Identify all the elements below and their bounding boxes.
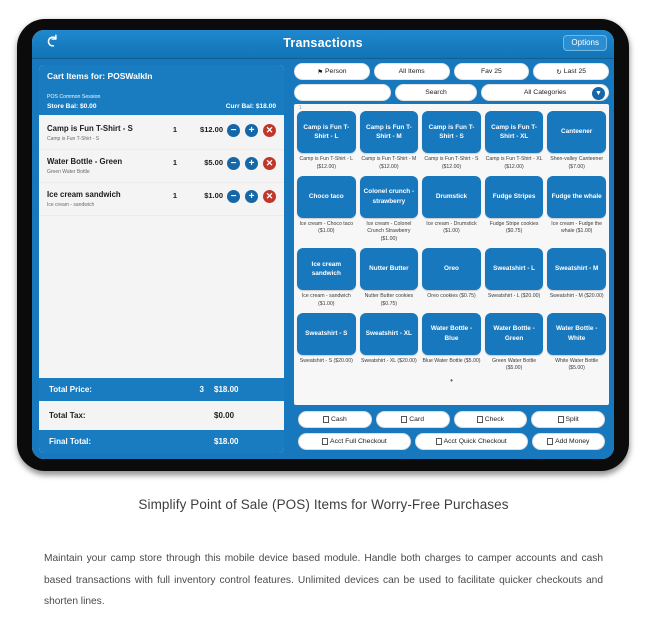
payment-button-split[interactable] — [531, 411, 605, 428]
item-caption: Ice cream - Fudge the whale ($1.00) — [551, 220, 603, 235]
item-caption: Camp is Fun T-Shirt - XL ($12.00) — [485, 156, 543, 170]
item-tile[interactable]: Nutter Butter — [360, 248, 419, 290]
close-icon[interactable]: ✕ — [263, 190, 276, 203]
payment-button-acct-full-checkout[interactable] — [298, 433, 411, 450]
final-total-row — [39, 430, 284, 453]
total-tax-value: $0.00 — [214, 411, 235, 420]
item-caption: Blue Water Bottle ($5.00) — [422, 357, 481, 364]
item-tile[interactable]: Water Bottle - Green — [485, 313, 544, 355]
payment-button-add-money[interactable] — [532, 433, 605, 450]
check-icon — [477, 416, 483, 423]
options-button[interactable]: Options — [563, 35, 607, 51]
refresh-icon: ↻ — [556, 68, 562, 76]
minus-icon[interactable]: − — [227, 157, 240, 170]
payment-button-cash[interactable] — [298, 411, 372, 428]
item-cell — [485, 248, 544, 312]
items-grid-row — [297, 248, 606, 312]
filter-button-label: Last 25 — [563, 68, 586, 75]
item-caption: Ice cream - Drumstick ($1.00) — [426, 220, 477, 235]
item-tile[interactable]: Oreo — [422, 248, 481, 290]
item-tile[interactable]: Sweatshirt - M — [547, 248, 606, 290]
cart-item-price: $12.00 — [200, 125, 223, 134]
cart-item-texts — [47, 190, 155, 208]
cart-item-description: Green Water Bottle — [47, 169, 90, 175]
cart-item-list — [39, 115, 284, 216]
store-balance — [47, 103, 97, 110]
item-caption: Green Water Bottle ($5.00) — [491, 357, 537, 372]
item-tile[interactable]: Ice cream sandwich — [297, 248, 356, 290]
cart-item-row[interactable] — [39, 150, 284, 183]
current-balance-value: $18.00 — [255, 103, 276, 110]
item-caption: White Water Bottle ($5.00) — [555, 357, 599, 372]
item-tile[interactable]: Camp is Fun T-Shirt - XL — [485, 111, 544, 153]
item-cell — [547, 111, 606, 175]
item-caption: Ice cream - Choco taco ($1.00) — [299, 220, 354, 235]
final-total-value: $18.00 — [214, 437, 239, 446]
item-tile[interactable]: Sweatshirt - L — [485, 248, 544, 290]
category-select-label: All Categories — [523, 89, 567, 96]
item-caption: Camp is Fun T-Shirt - S ($12.00) — [424, 156, 479, 170]
item-tile[interactable]: Choco taco — [297, 176, 356, 218]
search-row — [294, 84, 609, 101]
payment-button-label: Card — [409, 416, 424, 423]
item-tile[interactable]: Water Bottle - White — [547, 313, 606, 355]
cart-item-description: Ice cream - sandwich — [47, 202, 95, 208]
item-cell — [547, 176, 606, 247]
item-caption: Ice cream - Colonel Crunch Strawberry ($1.00) — [366, 220, 412, 243]
item-cell — [422, 111, 481, 175]
filter-button-last-25[interactable] — [533, 63, 609, 80]
cart-item-qty: 1 — [172, 158, 177, 167]
cart-balances — [47, 103, 276, 110]
payment-button-card[interactable] — [376, 411, 450, 428]
account-icon — [436, 438, 442, 445]
items-grid-row — [297, 313, 606, 377]
item-cell — [297, 313, 356, 377]
payment-row-primary — [298, 411, 605, 428]
money-icon — [547, 438, 553, 445]
credit-card-icon — [401, 416, 407, 423]
item-cell — [485, 176, 544, 247]
item-cell — [297, 176, 356, 247]
plus-icon[interactable]: + — [245, 124, 258, 137]
search-input[interactable] — [294, 84, 391, 101]
item-caption: Nutter Butter cookies ($0.75) — [364, 292, 414, 307]
item-tile[interactable]: Fudge the whale — [547, 176, 606, 218]
item-caption: Sweatshirt - M ($20.00) — [549, 292, 604, 299]
filter-button-label: Person — [325, 68, 347, 75]
total-tax-label: Total Tax: — [49, 411, 86, 420]
cart-item-actions — [227, 190, 276, 203]
filter-button-all-items[interactable] — [374, 63, 450, 80]
cart-item-row[interactable] — [39, 183, 284, 216]
payment-button-label: Acct Full Checkout — [330, 438, 387, 445]
item-cell — [360, 176, 419, 247]
cart-card — [39, 65, 284, 453]
item-caption: Sweatshirt - XL ($20.00) — [361, 357, 417, 364]
split-icon — [558, 416, 564, 423]
filter-button-fav-25[interactable] — [454, 63, 530, 80]
chevron-down-icon[interactable]: ▼ — [592, 87, 605, 100]
item-caption: Sweatshirt - S ($20.00) — [299, 357, 353, 364]
search-button[interactable]: Search — [395, 84, 477, 101]
item-cell — [360, 111, 419, 175]
total-price-label: Total Price: — [49, 385, 92, 394]
items-grid-row — [297, 111, 606, 175]
cart-item-qty: 1 — [172, 191, 177, 200]
item-tile[interactable]: Colonel crunch - strawberry — [360, 176, 419, 218]
minus-icon[interactable]: − — [227, 124, 240, 137]
item-caption: Fudge Stripe cookies ($0.75) — [489, 220, 539, 235]
cart-item-qty: 1 — [172, 125, 177, 134]
item-tile[interactable]: Drumstick — [422, 176, 481, 218]
cart-item-description: Camp is Fun T-Shirt - S — [47, 136, 100, 142]
store-balance-label: Store Bal: — [47, 103, 79, 110]
cart-item-price: $1.00 — [204, 191, 223, 200]
current-balance — [226, 103, 276, 110]
items-grid-panel — [294, 104, 609, 405]
cart-item-texts — [47, 157, 155, 175]
total-price-value: $18.00 — [214, 385, 239, 394]
app-header — [32, 30, 614, 59]
item-tile[interactable]: Water Bottle - Blue — [422, 313, 481, 355]
items-grid — [297, 111, 606, 376]
total-price-row — [39, 378, 284, 401]
filter-button-row — [294, 63, 609, 80]
close-icon[interactable]: ✕ — [263, 124, 276, 137]
minus-icon[interactable]: − — [227, 190, 240, 203]
cart-header — [39, 65, 284, 115]
cart-pane — [32, 59, 290, 459]
payment-button-label: Split — [565, 416, 579, 423]
payment-button-label: Cash — [330, 416, 347, 423]
item-caption: Camp is Fun T-Shirt - L ($12.00) — [299, 156, 354, 170]
page-title: Transactions — [283, 36, 363, 50]
payment-button-check[interactable] — [454, 411, 528, 428]
cart-item-texts — [47, 124, 155, 142]
item-cell — [485, 111, 544, 175]
item-cell — [297, 248, 356, 312]
item-tile[interactable]: Camp is Fun T-Shirt - S — [422, 111, 481, 153]
cart-item-row[interactable] — [39, 117, 284, 150]
filter-button-person[interactable] — [294, 63, 370, 80]
close-icon[interactable]: ✕ — [263, 157, 276, 170]
figure-paragraph: Maintain your camp store through this mobile device based module. Handle both charges to camper accounts and cash based transactions with full inventory control features. Unlimited devices can be used to facilitate quicker checkouts and shorten lines. — [44, 553, 603, 608]
final-total-label: Final Total: — [49, 437, 92, 446]
item-caption: Shen-valley Canteener ($7.00) — [550, 156, 604, 170]
payment-button-label: Add Money — [555, 438, 590, 445]
item-cell — [360, 313, 419, 377]
item-tile[interactable]: Sweatshirt - S — [297, 313, 356, 355]
items-grid-row — [297, 176, 606, 247]
filter-button-label: All Items — [398, 68, 425, 75]
total-price-qty: 3 — [199, 385, 204, 394]
item-tile[interactable]: Camp is Fun T-Shirt - L — [297, 111, 356, 153]
app-body — [32, 59, 614, 459]
page-dot-indicator[interactable]: • — [450, 376, 453, 386]
item-tile[interactable]: Fudge Stripes — [485, 176, 544, 218]
item-cell — [297, 111, 356, 175]
category-select[interactable] — [481, 84, 609, 101]
cart-item-name: Water Bottle - Green — [47, 157, 123, 166]
item-cell — [422, 248, 481, 312]
plus-icon[interactable]: + — [245, 157, 258, 170]
plus-icon[interactable]: + — [245, 190, 258, 203]
payment-button-label: Check — [484, 416, 504, 423]
item-cell — [422, 176, 481, 247]
payment-button-area — [294, 407, 609, 455]
cart-item-price: $5.00 — [204, 158, 223, 167]
cart-item-actions — [227, 157, 276, 170]
money-icon — [323, 416, 329, 423]
payment-button-acct-quick-checkout[interactable] — [415, 433, 528, 450]
tablet-screen — [32, 30, 614, 459]
scroll-tick: 1 — [299, 105, 302, 111]
cart-title: Cart Items for: POSWalkIn — [47, 71, 153, 81]
cart-item-name: Ice cream sandwich — [47, 190, 121, 199]
item-cell — [547, 313, 606, 377]
filter-button-label: Fav 25 — [480, 68, 502, 75]
cart-session-label: POS Common Session — [47, 94, 101, 100]
item-cell — [422, 313, 481, 377]
item-caption: Oreo cookies ($0.75) — [427, 292, 476, 299]
cart-item-actions — [227, 124, 276, 137]
cart-item-name: Camp is Fun T-Shirt - S — [47, 124, 133, 133]
current-balance-label: Curr Bal: — [225, 103, 254, 110]
store-balance-value: $0.00 — [80, 103, 97, 110]
figure-caption: Simplify Point of Sale (POS) Items for Worry-Free Purchases — [138, 497, 509, 512]
person-icon: ⚑ — [317, 68, 324, 76]
item-cell — [547, 248, 606, 312]
payment-button-label: Acct Quick Checkout — [443, 438, 507, 445]
item-caption: Camp is Fun T-Shirt - M ($12.00) — [361, 156, 417, 170]
item-caption: Ice cream - sandwich ($1.00) — [301, 292, 351, 307]
item-tile[interactable]: Sweatshirt - XL — [360, 313, 419, 355]
cart-totals — [39, 378, 284, 453]
item-tile[interactable]: Camp is Fun T-Shirt - M — [360, 111, 419, 153]
account-icon — [322, 438, 328, 445]
payment-row-secondary — [298, 433, 605, 450]
item-cell — [485, 313, 544, 377]
tablet-device-frame — [17, 19, 629, 471]
catalog-pane — [290, 59, 614, 459]
item-tile[interactable]: Canteener — [547, 111, 606, 153]
item-cell — [360, 248, 419, 312]
total-tax-row — [39, 404, 284, 427]
item-caption: Sweatshirt - L ($20.00) — [487, 292, 541, 299]
